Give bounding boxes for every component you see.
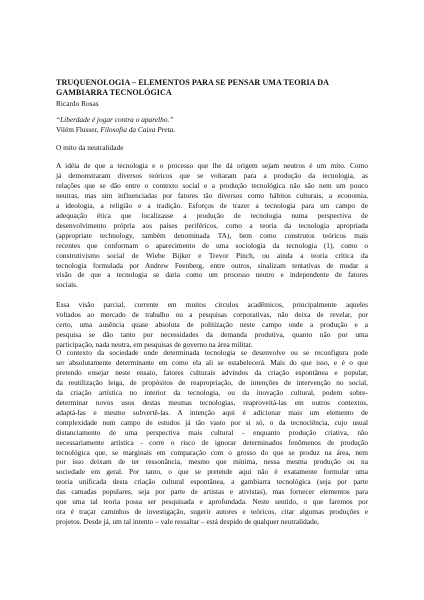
paragraph-line: (appropriate technology, também denominada TA), bem como construtos teóricos mais [56,230,368,240]
paragraph-line: da reutilização leiga, de propósitos de reapropriação, de intenções de intervenção no social, [56,377,368,387]
paragraph-line: voltados ao mercado de trabalho ou a pesquisas corporativas, não deixa de revelar, por [56,309,368,319]
paragraph-line: construtivismo social de Wiebe Bijker e Trevor Pinch, ou ainda a teoria crítica da [56,250,368,260]
epigraph-attribution [56,125,175,135]
paragraph-line: adaptá-las e mesmo subvertê-las. A intenção aqui é adicionar mais um elemento de [56,407,368,417]
paragraph-line: teoria unificada desta criação cultural espontânea, a gambiarra tecnológica (seja por parte [56,477,368,487]
paragraph-line: necessariamente artística - corre o risco de ignorar determinados fenômenos de produção [56,437,368,447]
paragraph-line: desenvolvimento própria aos países periféricos, como a teoria da tecnologia apropriada [56,220,368,230]
document-title-line: GAMBIARRA TECNOLÓGICA [56,88,172,97]
paragraph-line: adequação ética que localizasse a produção de tecnologia numa perspectiva de [56,210,368,220]
paragraph-line: recentes que conformam o aparecimento de uma sociologia da tecnologia (1), como o [56,240,368,250]
epigraph-author: Vilém Flusser, [56,125,101,134]
paragraph-line: que uma tal teoria possa ser pesquisada e aprofundada. Neste sentido, o que faremos por [56,497,368,507]
paragraph-line: sociedade em geral. Por tanto, o que se pretende aqui não é exatamente formular uma [56,467,368,477]
author-name: Ricardo Rosas [56,99,99,108]
paragraph-line: por isso deixam de ter ressonância, mesmo que mínima, nessa mesma produção ou na [56,457,368,467]
paragraph-line: já demonstraram diversos teóricos que se voltaram para a produção da tecnologia, as [56,170,368,180]
paragraph-line: tecnológica que, se marginais em comparação com o grosso do que se produz na área, nem [56,447,368,457]
paragraph-line: da criação artística no interior da tecnologia, ou da inovação cultural, podem sobre- [56,387,368,397]
paragraph-line: O contexto da sociedade onde determinada tecnologia se desenvolve ou se reconfigura pode [56,348,368,357]
paragraph-line: relações que se dão entre o contexto social e a produção tecnológica não são nem um pouco [56,180,368,190]
paragraph-line: certo, uma ausência quase absoluta de politização neste campo onde a produção e a [56,319,368,329]
epigraph-work-title: Filosofia da Caixa Preta. [100,125,176,134]
paragraph-line: distanciamento de uma perspectiva mais cultural - enquanto produção criativa, não [56,427,368,437]
paragraph-line: A idéia de que a tecnologia e o processo que lhe dá origem sejam neutros é um mito. Como [56,161,368,170]
paragraph-line: determinar novos usos destas mesmas tecnologias, reaproveitá-las em outros contextos, [56,397,368,407]
paragraph-line: pesquisa se dão tanto por necessidades da demanda produtiva, quanto não por uma [56,329,368,339]
paragraph-line: ora é traçar caminhos de investigação, sugerir autores e teóricos, citar algumas produções e [56,507,368,517]
paragraph-line: projetos. Desde já, um tal intento – vale ressaltar – está despido de qualquer neutralidade, [56,517,319,527]
paragraph-line: neutras, mas sim influenciadas por fatores tão diversos como hábitos culturais, a economia, [56,190,368,200]
document-title-line: TRUQUENOLOGIA – ELEMENTOS PARA SE PENSAR UMA TEORIA DA [56,78,329,87]
paragraph-line: Essa visão parcial, corrente em muitos círculos acadêmicos, principalmente aqueles [56,300,368,309]
epigraph-quote: “Liberdade é jogar contra o aparelho.” [56,115,174,124]
paragraph-line: a ideologia, a religião e a tradição. Esforços de trazer a tecnologia para um campo de [56,200,368,210]
paragraph-line: sociais. [56,280,78,290]
paragraph-line: complexidade num campo de estudos já tão vasto por si só, o da tecnociência, cujo usual [56,417,368,427]
section-heading: O mito da neutralidade [56,143,124,152]
paragraph-line: participação, nada neutra, em pesquisas de governo na área militar. [56,339,253,349]
paragraph-line: tecnologia formulada por Andrew Feenberg, entre outros, sinalizam tentativas de mudar a [56,260,368,270]
paragraph-line: pretendo ensejar neste ensaio, fatores culturais advindos da criação espontânea e popular, [56,367,368,377]
paragraph-line: ser absolutamente determinante em como ela ali se estabelecerá. Mais do que isso, e é o que [56,357,368,367]
paragraph-line: visão de que a tecnologia se daria como um processo neutro e independente de fatores [56,270,368,280]
paragraph-line: das camadas populares, seja por parte de artistas e ativistas), mas fornecer elementos para [56,487,368,497]
